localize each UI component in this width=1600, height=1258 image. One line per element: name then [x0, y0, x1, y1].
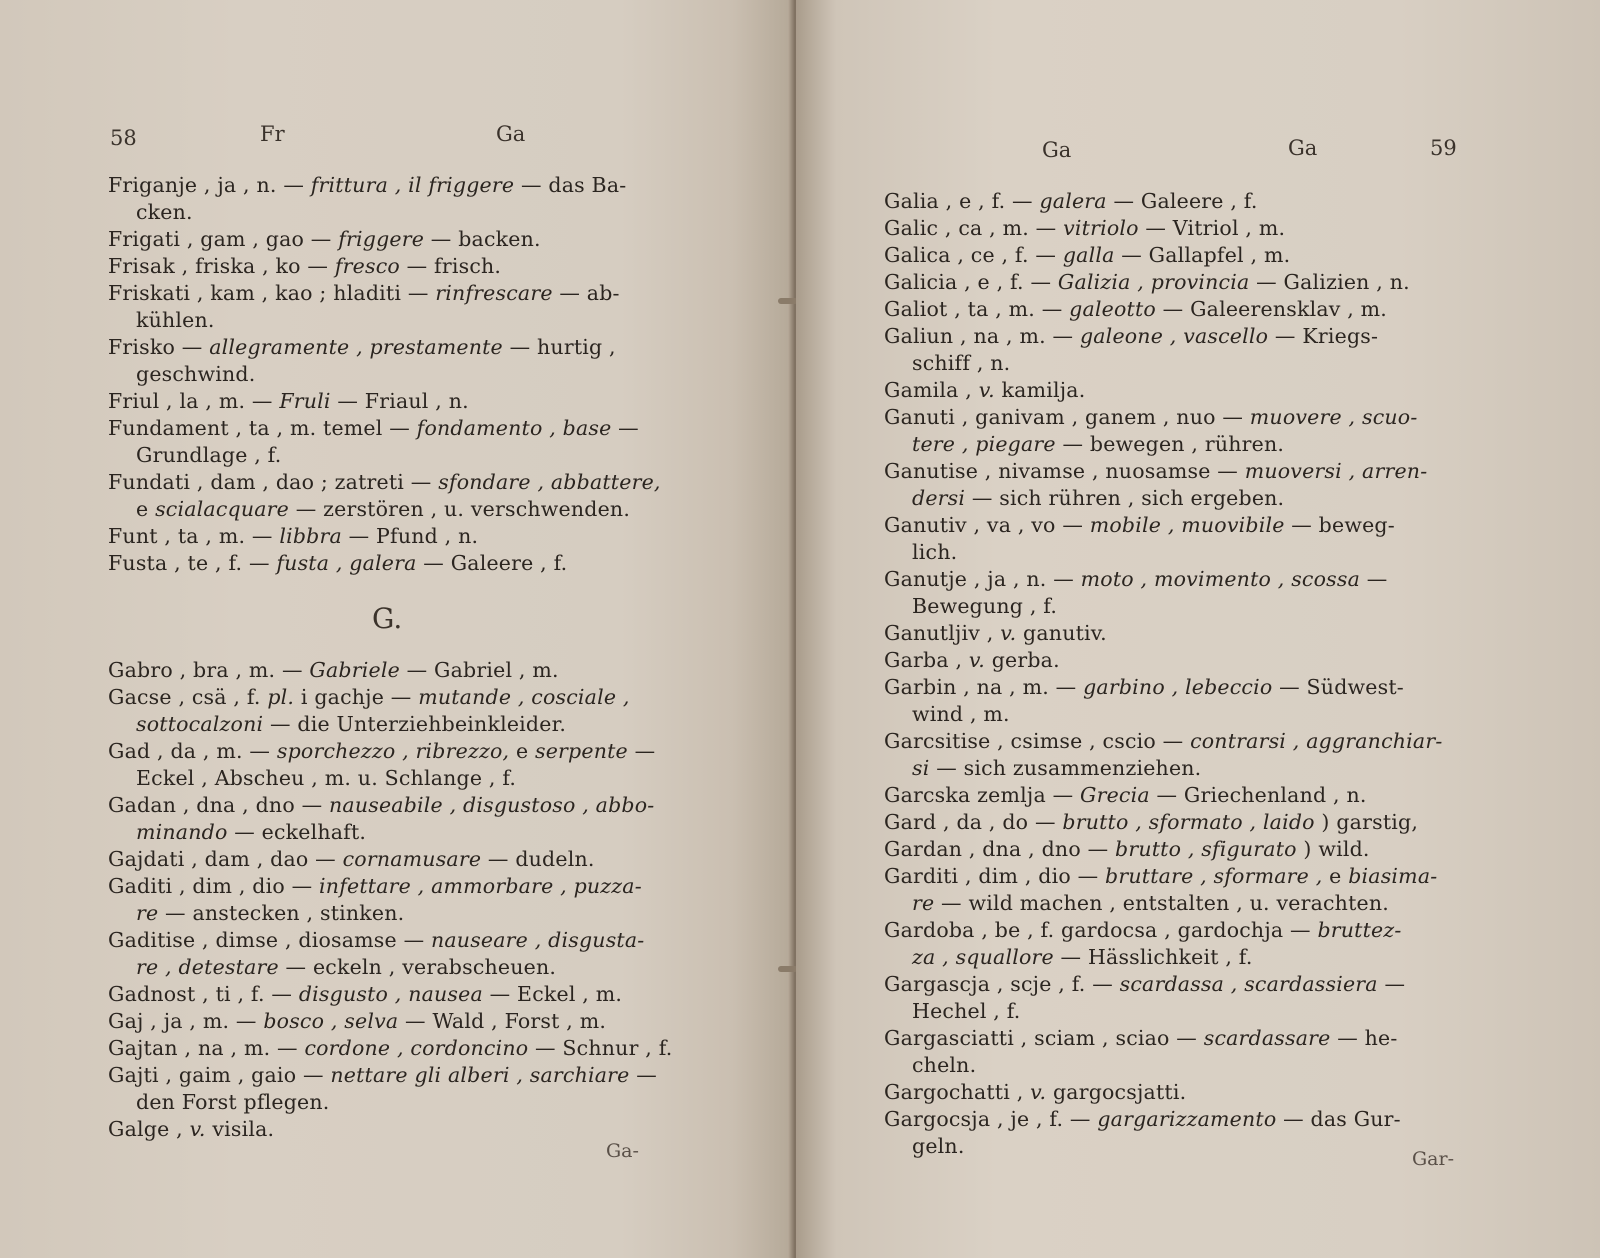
- dictionary-entry: Fundament , ta , m. temel — fondamento , base — Grundlage , f.: [108, 416, 639, 467]
- dictionary-entry: Gaditise , dimse , diosamse — nauseare , disgusta- re , detestare — eckeln , verabscheuen.: [108, 928, 645, 979]
- dictionary-entry: Gardan , dna , dno — brutto , sfigurato ) wild.: [884, 837, 1370, 861]
- dictionary-entry: Galiot , ta , m. — galeotto — Galeerensklav , m.: [884, 297, 1388, 321]
- dictionary-entry: Garbin , na , m. — garbino , lebeccio — Südwest- wind , m.: [884, 675, 1404, 726]
- dictionary-entry: Friganje , ja , n. — frittura , il friggere — das Ba- cken.: [108, 173, 627, 224]
- dictionary-entry: Gaj , ja , m. — bosco , selva — Wald , Forst , m.: [108, 1009, 607, 1033]
- dictionary-entry: Gardoba , be , f. gardocsa , gardochja — bruttez- za , squallore — Hässlichkeit , f.: [884, 918, 1402, 969]
- dictionary-entry: Garcska zemlja — Grecia — Griechenland , n.: [884, 783, 1367, 807]
- running-header-right: Ga: [496, 122, 526, 146]
- dictionary-entry: Gabro , bra , m. — Gabriele — Gabriel , m.: [108, 658, 559, 682]
- dictionary-entry: Frigati , gam , gao — friggere — backen.: [108, 227, 541, 251]
- dictionary-entry: Gaditi , dim , dio — infettare , ammorbare , puzza- re — anstecken , stinken.: [108, 874, 642, 925]
- dictionary-entry: Friskati , kam , kao ; hladiti — rinfrescare — ab- kühlen.: [108, 281, 620, 332]
- dictionary-entry: Galia , e , f. — galera — Galeere , f.: [884, 189, 1258, 213]
- dictionary-entry: Gamila , v. kamilja.: [884, 378, 1086, 402]
- dictionary-entry: Fusta , te , f. — fusta , galera — Galeere , f.: [108, 551, 568, 575]
- dictionary-entry: Gargascja , scje , f. — scardassa , scardassiera — Hechel , f.: [884, 972, 1406, 1023]
- dictionary-entry: Galge , v. visila.: [108, 1117, 275, 1141]
- dictionary-entry: Garditi , dim , dio — bruttare , sformare , e biasima- re — wild machen , entstalten , u. verachten.: [884, 864, 1438, 915]
- dictionary-entry: Ganutje , ja , n. — moto , movimento , scossa — Bewegung , f.: [884, 567, 1388, 618]
- dictionary-entry: Gadnost , ti , f. — disgusto , nausea — Eckel , m.: [108, 982, 623, 1006]
- dictionary-entry: Gargochatti , v. gargocsjatti.: [884, 1080, 1187, 1104]
- dictionary-entry: Gajdati , dam , dao — cornamusare — dudeln.: [108, 847, 595, 871]
- dictionary-entry: Funt , ta , m. — libbra — Pfund , n.: [108, 524, 479, 548]
- dictionary-entry: Galica , ce , f. — galla — Gallapfel , m.: [884, 243, 1291, 267]
- dictionary-entry: Fundati , dam , dao ; zatreti — sfondare , abbattere, e scialacquare — zerstören , u. verschwenden.: [108, 470, 661, 521]
- binding-stitch: [778, 298, 798, 304]
- dictionary-entry: Gargocsja , je , f. — gargarizzamento — das Gur- geln.: [884, 1107, 1401, 1158]
- dictionary-entry: Garba , v. gerba.: [884, 648, 1060, 672]
- left-page: [0, 0, 796, 1258]
- dictionary-entry: Garcsitise , csimse , cscio — contrarsi , aggranchiar- si — sich zusammenziehen.: [884, 729, 1443, 780]
- dictionary-entry: Galic , ca , m. — vitriolo — Vitriol , m.: [884, 216, 1286, 240]
- dictionary-entry: Gargasciatti , sciam , sciao — scardassare — he- cheln.: [884, 1026, 1398, 1077]
- dictionary-entry: Gajtan , na , m. — cordone , cordoncino — Schnur , f.: [108, 1036, 673, 1060]
- right-page: [796, 0, 1600, 1258]
- page-number: 59: [1430, 136, 1457, 160]
- dictionary-entry: Gadan , dna , dno — nauseabile , disgustoso , abbo- minando — eckelhaft.: [108, 793, 655, 844]
- dictionary-entry: Galicia , e , f. — Galizia , provincia — Galizien , n.: [884, 270, 1410, 294]
- dictionary-entry: Frisak , friska , ko — fresco — frisch.: [108, 254, 502, 278]
- dictionary-entry: Gajti , gaim , gaio — nettare gli alberi , sarchiare — den Forst pflegen.: [108, 1063, 657, 1114]
- dictionary-entry: Gad , da , m. — sporchezzo , ribrezzo, e serpente — Eckel , Abscheu , m. u. Schlange , f.: [108, 739, 656, 790]
- running-header-left: Ga: [1042, 138, 1072, 162]
- section-letter: G.: [372, 602, 403, 635]
- running-header-left: Fr: [260, 122, 285, 146]
- dictionary-entry: Gard , da , do — brutto , sformato , laido ) garstig,: [884, 810, 1419, 834]
- catchword: Gar-: [1412, 1148, 1455, 1170]
- binding-stitch: [778, 966, 798, 972]
- dictionary-entry: Galiun , na , m. — galeone , vascello — Kriegs- schiff , n.: [884, 324, 1379, 375]
- dictionary-entry: Frisko — allegramente , prestamente — hurtig , geschwind.: [108, 335, 616, 386]
- dictionary-entry: Ganutise , nivamse , nuosamse — muoversi , arren- dersi — sich rühren , sich ergeben.: [884, 459, 1428, 510]
- running-header-right: Ga: [1288, 136, 1318, 160]
- dictionary-entry: Ganutiv , va , vo — mobile , muovibile — beweg- lich.: [884, 513, 1395, 564]
- dictionary-entry: Friul , la , m. — Fruli — Friaul , n.: [108, 389, 469, 413]
- dictionary-entry: Gacse , csä , f. pl. i gachje — mutande , cosciale , sottocalzoni — die Unterziehbeinkleider.: [108, 685, 630, 736]
- page-number: 58: [110, 126, 137, 150]
- dictionary-entry: Ganutljiv , v. ganutiv.: [884, 621, 1107, 645]
- catchword: Ga-: [606, 1140, 639, 1162]
- dictionary-entry: Ganuti , ganivam , ganem , nuo — muovere , scuo- tere , piegare — bewegen , rühren.: [884, 405, 1418, 456]
